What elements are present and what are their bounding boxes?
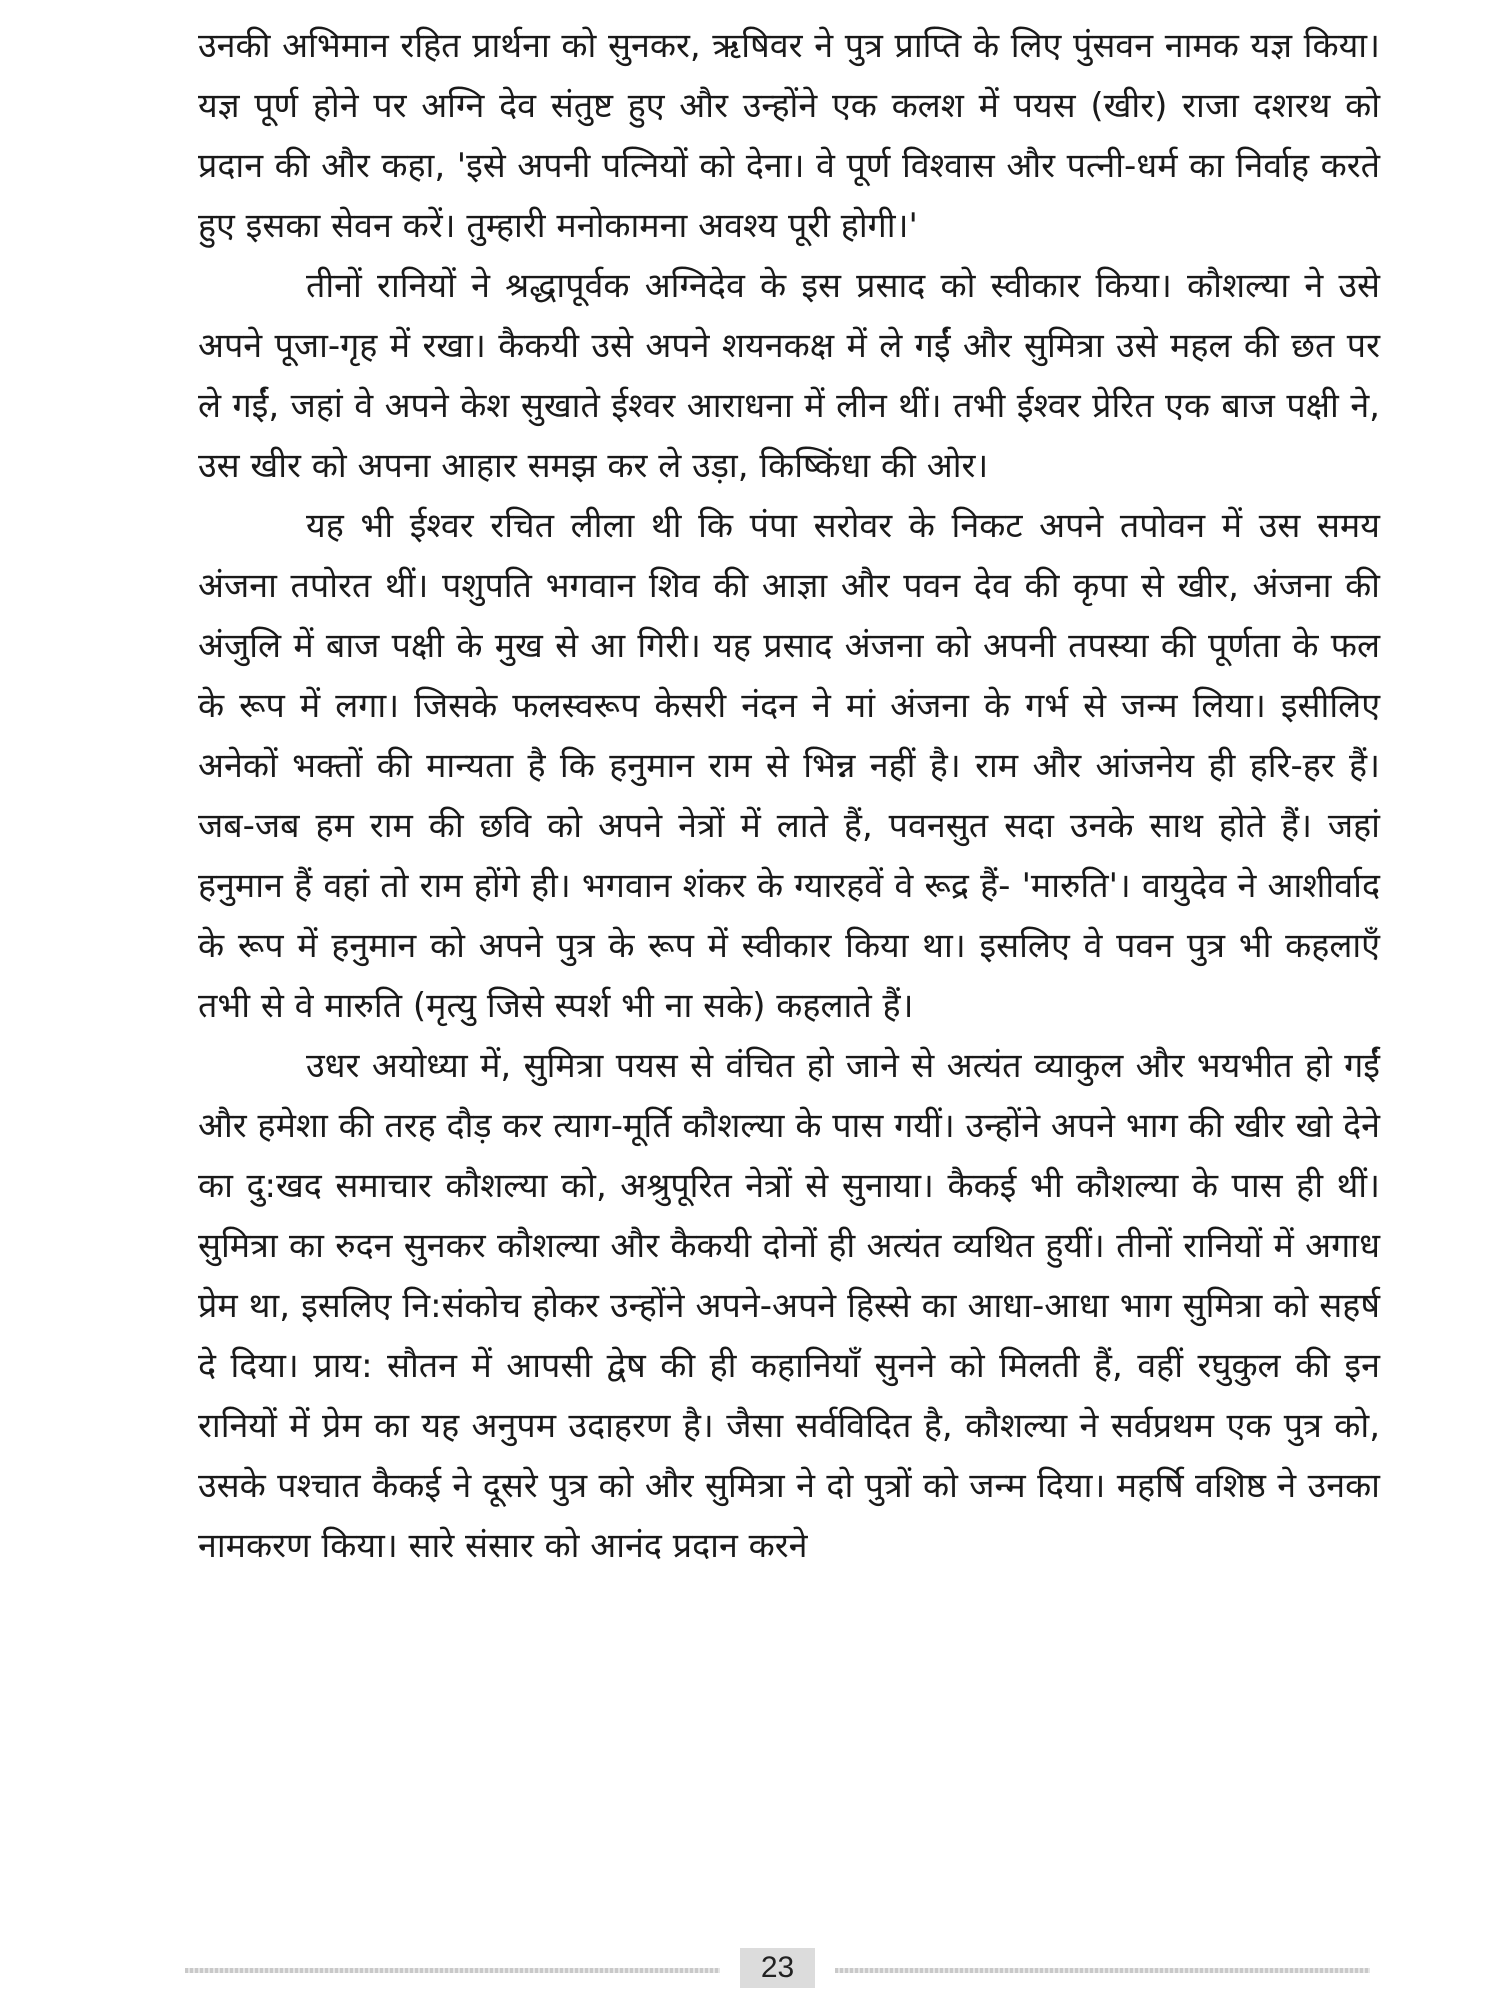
footer-rule-right <box>835 1968 1370 1973</box>
paragraph-3: यह भी ईश्वर रचित लीला थी कि पंपा सरोवर के निकट अपने तपोवन में उस समय अंजना तपोरत थीं। पशुपति भगवान शिव की आज्ञा और पवन देव की कृपा से खीर, अंजना की अंजुलि में बाज पक्षी के मुख से आ गिरी। यह प्रसाद अंजना को अपनी तपस्या की पूर्णता के फल के रूप में लगा। जिसके फलस्वरूप केसरी नंदन ने मां अंजना के गर्भ से जन्म लिया। इसीलिए अनेकों भक्तों की मान्यता है कि हनुमान राम से भिन्न नहीं है। राम और आंजनेय ही हरि-हर हैं। जब-जब हम राम की छवि को अपने नेत्रों में लाते हैं, पवनसुत सदा उनके साथ होते हैं। जहां हनुमान हैं वहां तो राम होंगे ही। भगवान शंकर के ग्यारहवें वे रूद्र हैं- 'मारुति'। वायुदेव ने आशीर्वाद के रूप में हनुमान को अपने पुत्र के रूप में स्वीकार किया था। इसलिए वे पवन पुत्र भी कहलाएँ तभी से वे मारुति (मृत्यु जिसे स्पर्श भी ना सके) कहलाते हैं। <box>198 506 1380 1026</box>
paragraph-4: उधर अयोध्या में, सुमित्रा पयस से वंचित हो जाने से अत्यंत व्याकुल और भयभीत हो गईं और हमेशा की तरह दौड़ कर त्याग-मूर्ति कौशल्या के पास गयीं। उन्होंने अपने भाग की खीर खो देने का दु:खद समाचार कौशल्या को, अश्रुपूरित नेत्रों से सुनाया। कैकई भी कौशल्या के पास ही थीं। सुमित्रा का रुदन सुनकर कौशल्या और कैकयी दोनों ही अत्यंत व्यथित हुयीं। तीनों रानियों में अगाध प्रेम था, इसलिए नि:संकोच होकर उन्होंने अपने-अपने हिस्से का आधा-आधा भाग सुमित्रा को सहर्ष दे दिया। प्राय: सौतन में आपसी द्वेष की ही कहानियाँ सुनने को मिलती हैं, वहीं रघुकुल की इन रानियों में प्रेम का यह अनुपम उदाहरण है। जैसा सर्वविदित है, कौशल्या ने सर्वप्रथम एक पुत्र को, उसके पश्चात कैकई ने दूसरे पुत्र को और सुमित्रा ने दो पुत्रों को जन्म दिया। महर्षि वशिष्ठ ने उनका नामकरण किया। सारे संसार को आनंद प्रदान करने <box>198 1046 1380 1566</box>
paragraph-2: तीनों रानियों ने श्रद्धापूर्वक अग्निदेव के इस प्रसाद को स्वीकार किया। कौशल्या ने उसे अपने पूजा-गृह में रखा। कैकयी उसे अपने शयनकक्ष में ले गईं और सुमित्रा उसे महल की छत पर ले गईं, जहां वे अपने केश सुखाते ईश्वर आराधना में लीन थीं। तभी ईश्वर प्रेरित एक बाज पक्षी ने, उस खीर को अपना आहार समझ कर ले उड़ा, किष्किंधा की ओर। <box>198 266 1380 486</box>
page-number: 23 <box>740 1948 815 1988</box>
body-text <box>198 16 1380 1576</box>
footer-rule-left <box>185 1968 720 1973</box>
page-footer <box>185 1950 1370 1990</box>
paragraph-1: उनकी अभिमान रहित प्रार्थना को सुनकर, ऋषिवर ने पुत्र प्राप्ति के लिए पुंसवन नामक यज्ञ किया। यज्ञ पूर्ण होने पर अग्नि देव संतुष्ट हुए और उन्होंने एक कलश में पयस (खीर) राजा दशरथ को प्रदान की और कहा, 'इसे अपनी पत्नियों को देना। वे पूर्ण विश्वास और पत्नी-धर्म का निर्वाह करते हुए इसका सेवन करें। तुम्हारी मनोकामना अवश्य पूरी होगी।' <box>198 26 1380 246</box>
